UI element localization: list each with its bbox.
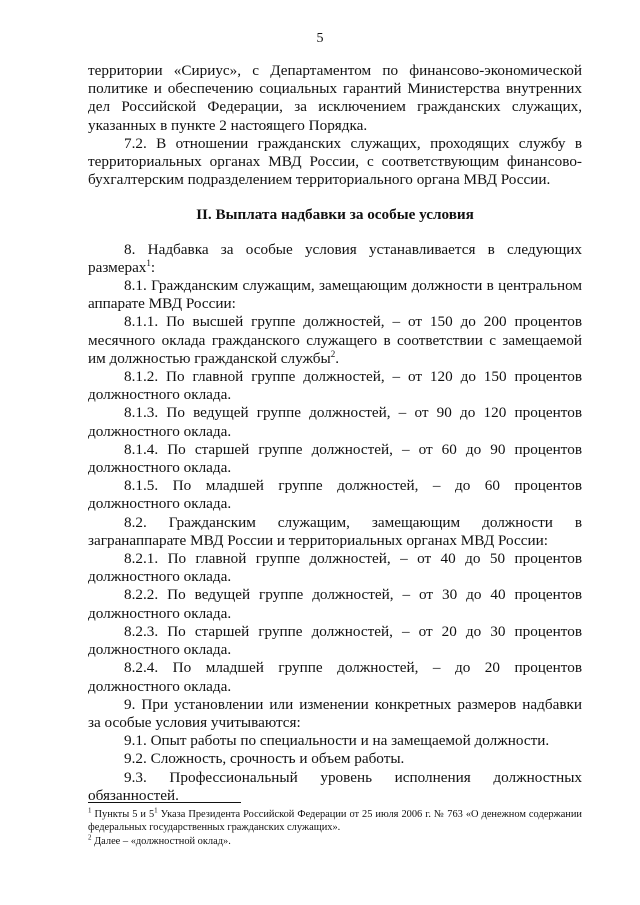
paragraph-8-1-2: 8.1.2. По главной группе должностей, – от 120 до 150 процентов должностного оклада. xyxy=(88,368,582,404)
paragraph-continuation: территории «Сириус», с Департаментом по финансово-экономической политике и обеспечению социальных гарантий Министерства внутренних дел Российской Федерации, за исключением гражданских служащих, указанных в пункте 2 настоящего Порядка. xyxy=(88,62,582,134)
paragraph-8-2-4: 8.2.4. По младшей группе должностей, – до 20 процентов должностного оклада. xyxy=(88,659,582,695)
paragraph-8-1-3: 8.1.3. По ведущей группе должностей, – от 90 до 120 процентов должностного оклада. xyxy=(88,404,582,440)
page-number: 5 xyxy=(316,31,324,46)
paragraph-8-end: : xyxy=(150,258,156,276)
footnote-2-mark: 2 xyxy=(88,833,92,842)
paragraph-8-2: 8.2. Гражданским служащим, замещающим должности в загранаппарате МВД России и территориальных органах МВД России: xyxy=(88,513,582,549)
paragraph-8-1: 8.1. Гражданским служащим, замещающим должности в центральном аппарате МВД России: xyxy=(88,277,582,313)
footnote-1 xyxy=(88,808,582,835)
footnote-2-text: Далее – «должностной оклад». xyxy=(91,835,231,847)
paragraph-8-1-1-text: 8.1.1. По высшей группе должностей, – от 150 до 200 процентов месячного оклада гражданского служащего в соответствии с замещаемой им должностью гражданской службы xyxy=(88,313,582,367)
paragraph-7-2: 7.2. В отношении гражданских служащих, проходящих службу в территориальных органах МВД России, с соответствующим финансово-бухгалтерским подразделением территориального органа МВД России. xyxy=(88,134,582,189)
paragraph-8-text: 8. Надбавка за особые условия устанавливается в следующих размерах xyxy=(88,240,582,276)
paragraph-9-1: 9.1. Опыт работы по специальности и на замещаемой должности. xyxy=(124,732,550,750)
paragraph-8-1-1-end: . xyxy=(335,349,340,367)
document-body xyxy=(88,62,582,805)
paragraph-8 xyxy=(88,241,582,277)
paragraph-8-2-3: 8.2.3. По старшей группе должностей, – от 20 до 30 процентов должностного оклада. xyxy=(88,622,582,659)
paragraph-8-1-1 xyxy=(88,313,582,368)
footnote-1-text-end: Указа Президента Российской Федерации от 25 июля 2006 г. № 763 «О денежном содержании федеральных государственных гражданских служащих». xyxy=(88,809,582,834)
footnote-1-superscript: 1 xyxy=(154,806,158,815)
footnote-1-text-start: Пункты 5 и 5 xyxy=(91,809,155,820)
paragraph-8-2-2: 8.2.2. По ведущей группе должностей, – от 30 до 40 процентов должностного оклада. xyxy=(88,586,582,622)
paragraph-8-1-4: 8.1.4. По старшей группе должностей, – от 60 до 90 процентов должностного оклада. xyxy=(88,440,582,477)
paragraph-8-1-5: 8.1.5. По младшей группе должностей, – до 60 процентов должностного оклада. xyxy=(88,477,582,513)
footnote-ref-1: 1 xyxy=(146,257,151,268)
footnote-divider xyxy=(88,802,241,803)
footnote-1-mark: 1 xyxy=(88,806,92,815)
paragraph-9-3: 9.3. Профессиональный уровень исполнения должностных обязанностей. xyxy=(88,768,582,804)
footnote-2 xyxy=(88,835,582,848)
paragraph-9-2: 9.2. Сложность, срочность и объем работы. xyxy=(124,750,405,768)
paragraph-9: 9. При установлении или изменении конкретных размеров надбавки за особые условия учитываются: xyxy=(88,695,582,731)
footnote-ref-2: 2 xyxy=(330,348,336,359)
paragraph-8-2-1: 8.2.1. По главной группе должностей, – от 40 до 50 процентов должностного оклада. xyxy=(88,550,582,586)
footnotes xyxy=(88,808,582,848)
section-title: II. Выплата надбавки за особые условия xyxy=(196,206,474,224)
